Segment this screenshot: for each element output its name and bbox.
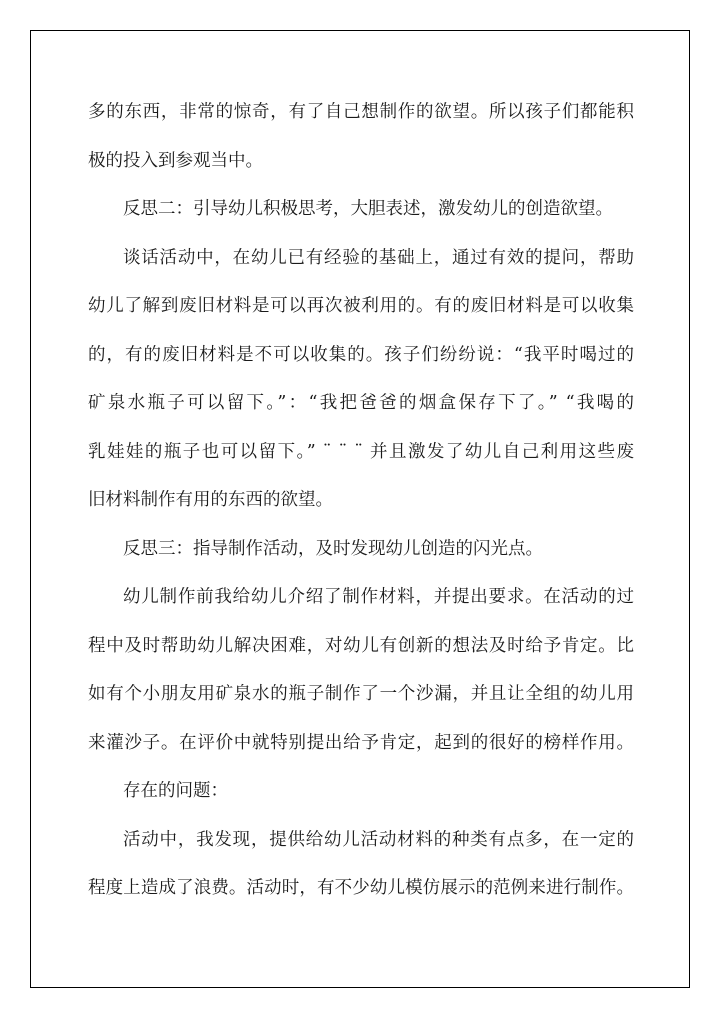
paragraph-line: 程度上造成了浪费。活动时，有不少幼儿模仿展示的范例来进行制作。 xyxy=(88,878,634,898)
paragraph-line: 幼儿了解到废旧材料是可以再次被利用的。有的废旧材料是可以收集 xyxy=(88,296,634,316)
paragraph-line: 乳娃娃的瓶子也可以留下。” ¨ ¨ ¨ 并且激发了幼儿自己利用这些废 xyxy=(88,441,634,462)
paragraph-line: 谈话活动中，在幼儿已有经验的基础上，通过有效的提问，帮助 xyxy=(123,247,634,268)
paragraph-line: 如有个小朋友用矿泉水的瓶子制作了一个沙漏，并且让全组的幼儿用 xyxy=(88,684,634,704)
paragraph-line: 程中及时帮助幼儿解决困难，对幼儿有创新的想法及时给予肯定。比 xyxy=(88,635,634,656)
paragraph-line: 矿泉水瓶子可以留下。”：“我把爸爸的烟盒保存下了。” “我喝的 xyxy=(88,393,634,413)
paragraph-line: 极的投入到参观当中。 xyxy=(88,150,263,171)
document-body xyxy=(88,88,634,913)
paragraph-line: 多的东西，非常的惊奇，有了自己想制作的欲望。所以孩子们都能积 xyxy=(88,102,634,122)
section-heading-problems: 存在的问题： xyxy=(123,781,228,801)
section-heading-reflection-2: 反思二：引导幼儿积极思考，大胆表述，激发幼儿的创造欲望。 xyxy=(123,199,613,219)
paragraph-line: 旧材料制作有用的东西的欲望。 xyxy=(88,490,333,510)
paragraph-line: 幼儿制作前我给幼儿介绍了制作材料，并提出要求。在活动的过 xyxy=(123,587,634,607)
section-heading-reflection-3: 反思三：指导制作活动，及时发现幼儿创造的闪光点。 xyxy=(123,538,543,559)
paragraph-line: 来灌沙子。在评价中就特别提出给予肯定，起到的很好的榜样作用。 xyxy=(88,732,634,753)
paragraph-line: 的，有的废旧材料是不可以收集的。孩子们纷纷说：“我平时喝过的 xyxy=(88,344,634,365)
paragraph-line: 活动中，我发现，提供给幼儿活动材料的种类有点多，在一定的 xyxy=(123,829,634,850)
